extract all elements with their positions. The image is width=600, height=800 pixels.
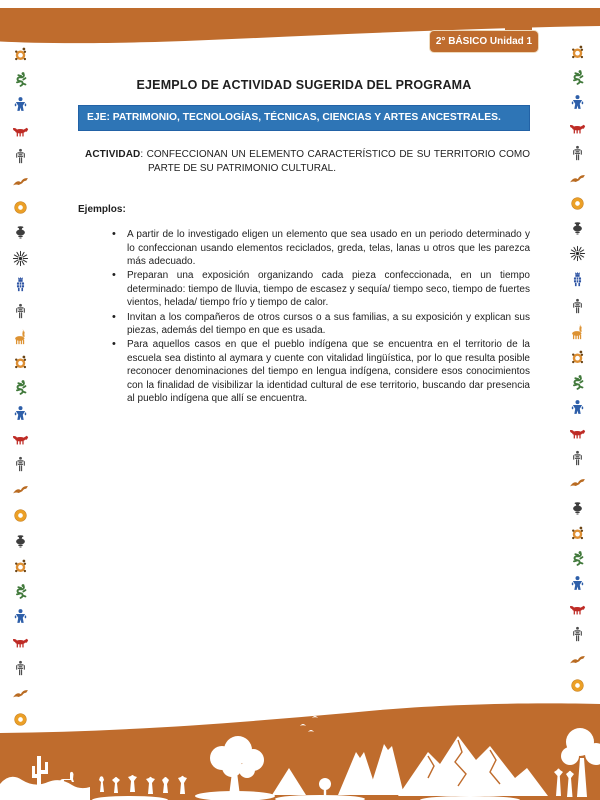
list-item-text: Para aquellos casos en que el pueblo indígena que se encuentra en el territorio de la escuela sea distinto al aymara y cuente con vitalidad lingüística, por lo que resulta posible reconocer denominaciones del tiempo en lengua indígena, considere esos conocimientos con la finalidad de visibilizar la identidad cultural de ese territorio, buscando dar presencia al pueblo indígena que allí se encuentra. (127, 339, 530, 405)
dancer-icon (12, 608, 29, 625)
unit-badge-label: 2° BÁSICO Unidad 1 (435, 36, 533, 47)
totem-icon (12, 455, 29, 474)
ring-icon (12, 507, 29, 524)
condor-icon (567, 652, 588, 669)
fox-icon (10, 633, 31, 650)
list-item (112, 338, 530, 405)
lizard-icon (12, 379, 29, 396)
condor-icon (567, 171, 588, 188)
turtle-icon (569, 44, 586, 61)
ejemplos-list (112, 228, 530, 405)
vase-icon (569, 500, 586, 517)
star-icon (12, 250, 29, 267)
ring-icon (12, 199, 29, 216)
robot-icon (12, 275, 29, 294)
eje-banner-label: EJE: PATRIMONIO, TECNOLOGÍAS, TÉCNICAS, CIENCIAS Y ARTES ANCESTRALES. (87, 112, 501, 123)
totem-icon (569, 297, 586, 316)
ring-icon (569, 677, 586, 694)
fox-icon (567, 119, 588, 136)
vase-icon (12, 224, 29, 241)
condor-icon (10, 482, 31, 499)
totem-icon (569, 449, 586, 468)
fox-icon (567, 600, 588, 617)
ejemplos-heading: Ejemplos: (78, 204, 126, 216)
lizard-icon (569, 69, 586, 86)
eje-banner (78, 105, 530, 131)
star-icon (569, 245, 586, 262)
dancer-icon (12, 96, 29, 113)
lizard-icon (569, 550, 586, 567)
totem-icon (12, 302, 29, 321)
lizard-icon (12, 583, 29, 600)
condor-icon (567, 475, 588, 492)
fox-icon (10, 430, 31, 447)
dancer-icon (12, 405, 29, 422)
list-item (112, 311, 530, 338)
totem-icon (12, 147, 29, 166)
dancer-icon (569, 94, 586, 111)
footer-landscape (0, 700, 600, 800)
turtle-icon (569, 349, 586, 366)
robot-icon (569, 270, 586, 289)
turtle-icon (569, 525, 586, 542)
right-petroglyph-column (564, 44, 591, 694)
list-item-text: Invitan a los compañeros de otros cursos o a sus familias, a su exposición y explican sus piezas, además del tiempo en que es usada. (127, 311, 530, 337)
lizard-icon (569, 374, 586, 391)
dancer-icon (569, 399, 586, 416)
list-item-text: Preparan una exposición organizando cada pieza confeccionada, en un tiempo determinado: tiempo de lluvia, tiempo de escasez y sequía/ tiempo seco, tiempo de fuertes vientos, helada/ tiempo frío y tiempo de calor. (127, 270, 530, 309)
left-petroglyph-column (7, 46, 34, 728)
lizard-icon (12, 71, 29, 88)
list-item-text: A partir de lo investigado eligen un elemento que sea usado en un periodo determinado y lo confeccionan usando elementos reciclados, greda, telas, lanas u otros que les parezca más adecuado. (127, 229, 530, 267)
ring-icon (569, 195, 586, 212)
turtle-icon (12, 46, 29, 63)
fox-icon (10, 122, 31, 139)
actividad-text: : CONFECCIONAN UN ELEMENTO CARACTERÍSTICO DE SU TERRITORIO COMO PARTE DE SU PATRIMONIO CULTURAL. (140, 149, 530, 174)
unit-badge (429, 30, 539, 53)
actividad-paragraph (85, 148, 530, 175)
turtle-icon (12, 354, 29, 371)
turtle-icon (12, 558, 29, 575)
list-item (112, 269, 530, 309)
totem-icon (569, 144, 586, 163)
totem-icon (12, 659, 29, 678)
fox-icon (567, 424, 588, 441)
vase-icon (12, 533, 29, 550)
page-title: EJEMPLO DE ACTIVIDAD SUGERIDA DEL PROGRAMA (136, 78, 472, 92)
list-item (112, 228, 530, 268)
llama-icon (10, 329, 31, 346)
actividad-label: ACTIVIDAD (85, 149, 141, 160)
totem-icon (569, 625, 586, 644)
page-content (78, 70, 530, 406)
condor-icon (10, 174, 31, 191)
footer-landscape-art (0, 700, 600, 800)
vase-icon (569, 220, 586, 237)
dancer-icon (569, 575, 586, 592)
llama-icon (567, 324, 588, 341)
